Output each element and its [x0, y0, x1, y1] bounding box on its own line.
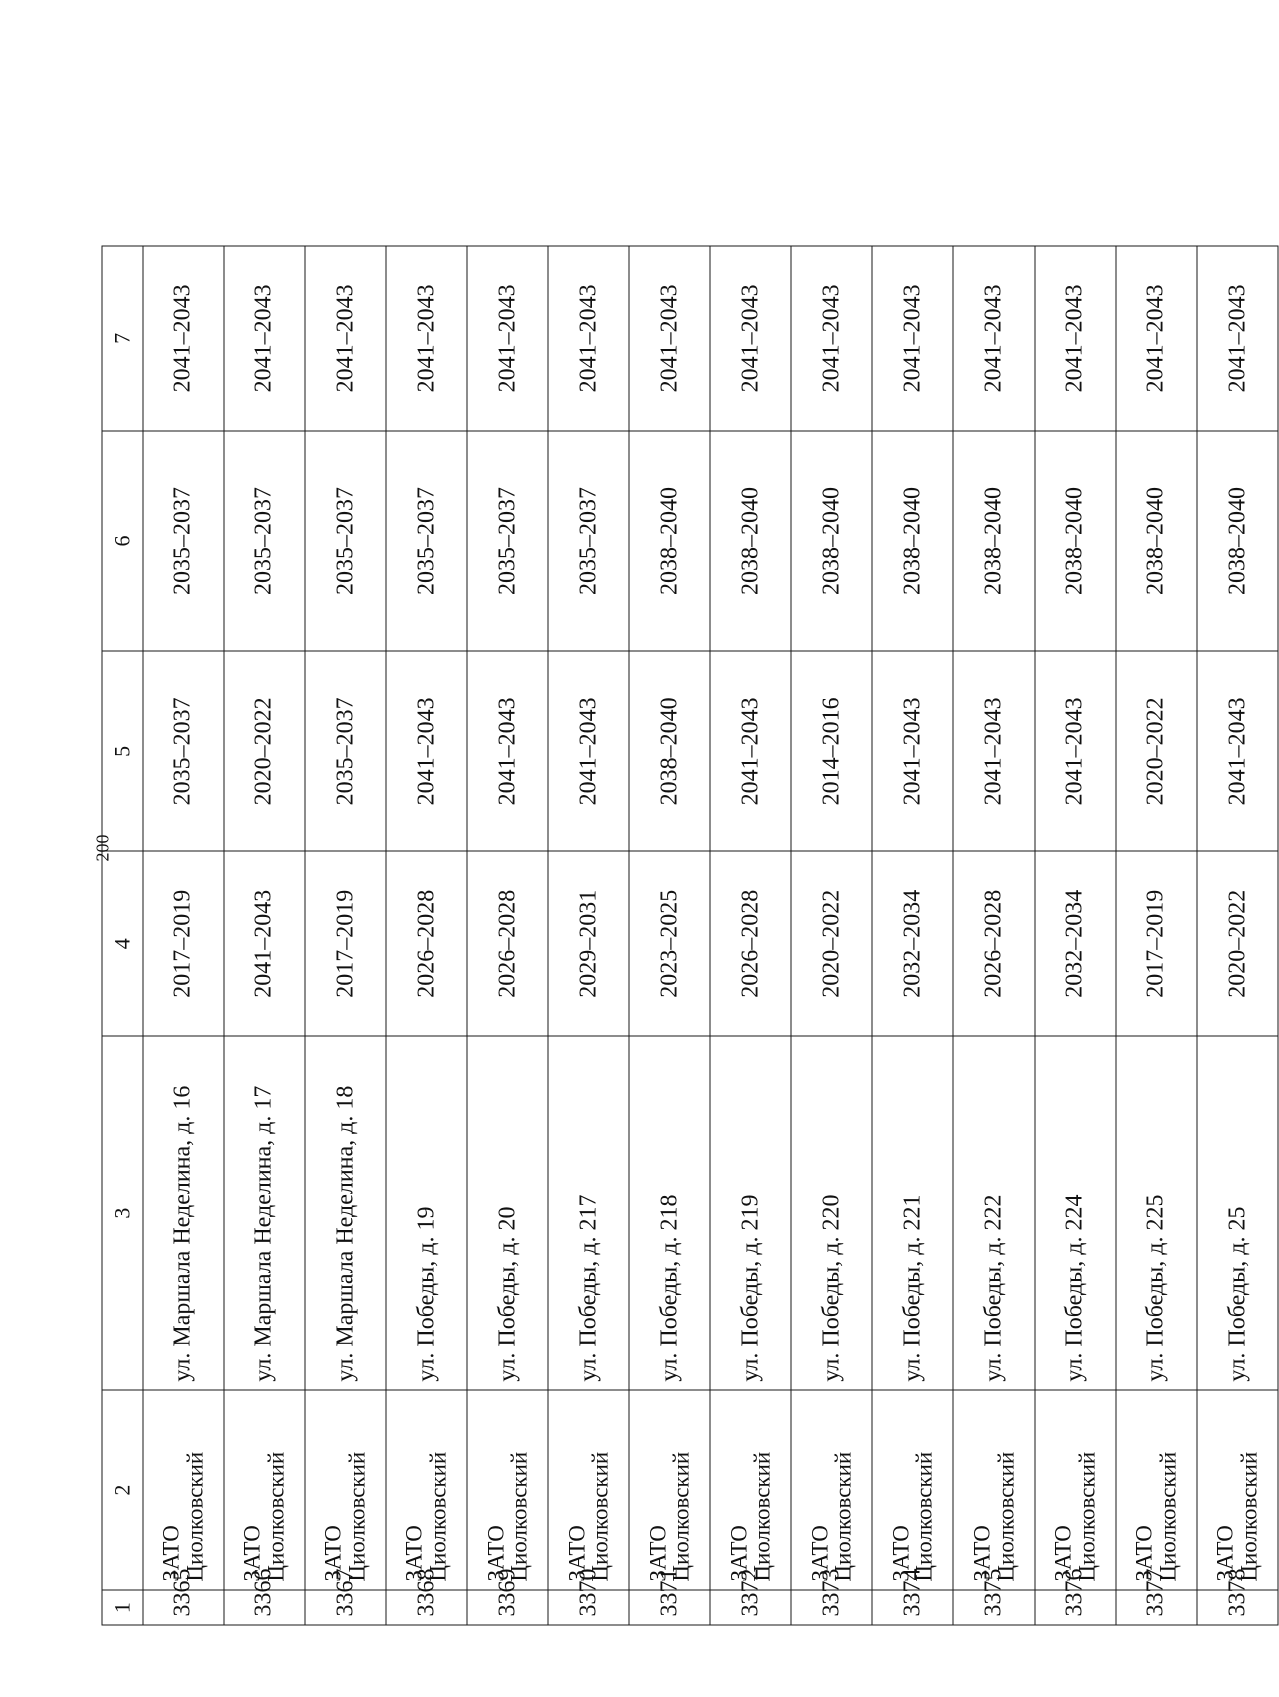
- period-cell-7: 2041–2043: [872, 246, 953, 431]
- address-cell: ул. Победы, д. 221: [872, 1036, 953, 1390]
- row-number-cell: 3373: [791, 1590, 872, 1625]
- row-number-cell: 3369: [467, 1590, 548, 1625]
- address-cell: ул. Победы, д. 219: [710, 1036, 791, 1390]
- period-cell-4: 2032–2034: [1035, 851, 1116, 1036]
- period-cell-5: 2020–2022: [1116, 651, 1197, 851]
- period-cell-7: 2041–2043: [629, 246, 710, 431]
- period-cell-6: 2035–2037: [548, 430, 629, 651]
- row-number-cell: 3378: [1197, 1590, 1278, 1625]
- header-cell-5: 5: [102, 651, 143, 851]
- period-cell-5: 2041–2043: [710, 651, 791, 851]
- address-cell: ул. Победы, д. 224: [1035, 1036, 1116, 1390]
- address-cell: ул. Победы, д. 217: [548, 1036, 629, 1390]
- period-cell-6: 2038–2040: [1116, 430, 1197, 651]
- district-cell: ЗАТО Циолковский: [305, 1390, 386, 1590]
- period-cell-5: 2041–2043: [548, 651, 629, 851]
- period-cell-7: 2041–2043: [791, 246, 872, 431]
- period-cell-6: 2038–2040: [953, 430, 1034, 651]
- table-row: [143, 246, 224, 1625]
- address-cell: ул. Победы, д. 222: [953, 1036, 1034, 1390]
- period-cell-6: 2035–2037: [224, 430, 305, 651]
- header-cell-7: 7: [102, 246, 143, 431]
- table-row: [872, 246, 953, 1625]
- address-cell: ул. Победы, д. 20: [467, 1036, 548, 1390]
- table-row: [791, 246, 872, 1625]
- district-cell: ЗАТО Циолковский: [953, 1390, 1034, 1590]
- period-cell-4: 2029–2031: [548, 851, 629, 1036]
- header-cell-4: 4: [102, 851, 143, 1036]
- row-number-cell: 3372: [710, 1590, 791, 1625]
- table-row: [467, 246, 548, 1625]
- period-cell-4: 2026–2028: [386, 851, 467, 1036]
- row-number-cell: 3366: [224, 1590, 305, 1625]
- row-number-cell: 3377: [1116, 1590, 1197, 1625]
- period-cell-5: 2038–2040: [629, 651, 710, 851]
- period-cell-7: 2041–2043: [305, 246, 386, 431]
- period-cell-4: 2017–2019: [305, 851, 386, 1036]
- period-cell-4: 2041–2043: [224, 851, 305, 1036]
- header-cell-3: 3: [102, 1036, 143, 1390]
- period-cell-6: 2038–2040: [872, 430, 953, 651]
- district-cell: ЗАТО Циолковский: [386, 1390, 467, 1590]
- period-cell-6: 2035–2037: [467, 430, 548, 651]
- schedule-table: [102, 245, 1279, 1625]
- header-cell-1: 1: [102, 1590, 143, 1625]
- district-cell: ЗАТО Циолковский: [872, 1390, 953, 1590]
- table-row: [224, 246, 305, 1625]
- address-cell: ул. Победы, д. 19: [386, 1036, 467, 1390]
- period-cell-7: 2041–2043: [467, 246, 548, 431]
- address-cell: ул. Маршала Неделина, д. 16: [143, 1036, 224, 1390]
- header-cell-6: 6: [102, 430, 143, 651]
- period-cell-4: 2032–2034: [872, 851, 953, 1036]
- period-cell-4: 2017–2019: [143, 851, 224, 1036]
- table-row: [386, 246, 467, 1625]
- period-cell-7: 2041–2043: [710, 246, 791, 431]
- address-cell: ул. Победы, д. 218: [629, 1036, 710, 1390]
- period-cell-6: 2038–2040: [1197, 430, 1278, 651]
- row-number-cell: 3370: [548, 1590, 629, 1625]
- row-number-cell: 3376: [1035, 1590, 1116, 1625]
- table-row: [548, 246, 629, 1625]
- district-cell: ЗАТО Циолковский: [548, 1390, 629, 1590]
- table-row: [1197, 246, 1278, 1625]
- table-row: [1035, 246, 1116, 1625]
- district-cell: ЗАТО Циолковский: [467, 1390, 548, 1590]
- period-cell-7: 2041–2043: [1035, 246, 1116, 431]
- address-cell: ул. Победы, д. 225: [1116, 1036, 1197, 1390]
- table-row: [710, 246, 791, 1625]
- district-cell: ЗАТО Циолковский: [629, 1390, 710, 1590]
- period-cell-5: 2041–2043: [467, 651, 548, 851]
- period-cell-5: 2035–2037: [305, 651, 386, 851]
- period-cell-7: 2041–2043: [1197, 246, 1278, 431]
- address-cell: ул. Маршала Неделина, д. 18: [305, 1036, 386, 1390]
- period-cell-5: 2041–2043: [953, 651, 1034, 851]
- period-cell-6: 2035–2037: [386, 430, 467, 651]
- period-cell-5: 2020–2022: [224, 651, 305, 851]
- table-row: [953, 246, 1034, 1625]
- period-cell-6: 2038–2040: [710, 430, 791, 651]
- period-cell-6: 2035–2037: [305, 430, 386, 651]
- period-cell-4: 2023–2025: [629, 851, 710, 1036]
- header-row: [102, 246, 143, 1625]
- period-cell-7: 2041–2043: [548, 246, 629, 431]
- table-row: [629, 246, 710, 1625]
- period-cell-5: 2014–2016: [791, 651, 872, 851]
- row-number-cell: 3375: [953, 1590, 1034, 1625]
- period-cell-7: 2041–2043: [953, 246, 1034, 431]
- period-cell-4: 2020–2022: [1197, 851, 1278, 1036]
- header-cell-2: 2: [102, 1390, 143, 1590]
- page-number: 200: [92, 834, 113, 862]
- period-cell-5: 2041–2043: [872, 651, 953, 851]
- district-cell: ЗАТО Циолковский: [224, 1390, 305, 1590]
- district-cell: ЗАТО Циолковский: [1197, 1390, 1278, 1590]
- row-number-cell: 3371: [629, 1590, 710, 1625]
- district-cell: ЗАТО Циолковский: [1116, 1390, 1197, 1590]
- period-cell-4: 2020–2022: [791, 851, 872, 1036]
- address-cell: ул. Победы, д. 220: [791, 1036, 872, 1390]
- row-number-cell: 3365: [143, 1590, 224, 1625]
- row-number-cell: 3374: [872, 1590, 953, 1625]
- period-cell-4: 2026–2028: [467, 851, 548, 1036]
- district-cell: ЗАТО Циолковский: [143, 1390, 224, 1590]
- period-cell-6: 2038–2040: [1035, 430, 1116, 651]
- period-cell-4: 2017–2019: [1116, 851, 1197, 1036]
- period-cell-7: 2041–2043: [1116, 246, 1197, 431]
- period-cell-5: 2035–2037: [143, 651, 224, 851]
- period-cell-6: 2038–2040: [629, 430, 710, 651]
- district-cell: ЗАТО Циолковский: [710, 1390, 791, 1590]
- period-cell-6: 2035–2037: [143, 430, 224, 651]
- period-cell-7: 2041–2043: [143, 246, 224, 431]
- period-cell-5: 2041–2043: [386, 651, 467, 851]
- district-cell: ЗАТО Циолковский: [1035, 1390, 1116, 1590]
- row-number-cell: 3367: [305, 1590, 386, 1625]
- period-cell-7: 2041–2043: [224, 246, 305, 431]
- row-number-cell: 3368: [386, 1590, 467, 1625]
- period-cell-4: 2026–2028: [710, 851, 791, 1036]
- period-cell-6: 2038–2040: [791, 430, 872, 651]
- period-cell-4: 2026–2028: [953, 851, 1034, 1036]
- table-row: [305, 246, 386, 1625]
- district-cell: ЗАТО Циолковский: [791, 1390, 872, 1590]
- address-cell: ул. Маршала Неделина, д. 17: [224, 1036, 305, 1390]
- period-cell-5: 2041–2043: [1197, 651, 1278, 851]
- table-row: [1116, 246, 1197, 1625]
- period-cell-5: 2041–2043: [1035, 651, 1116, 851]
- table-body: [102, 246, 1278, 1625]
- period-cell-7: 2041–2043: [386, 246, 467, 431]
- address-cell: ул. Победы, д. 25: [1197, 1036, 1278, 1390]
